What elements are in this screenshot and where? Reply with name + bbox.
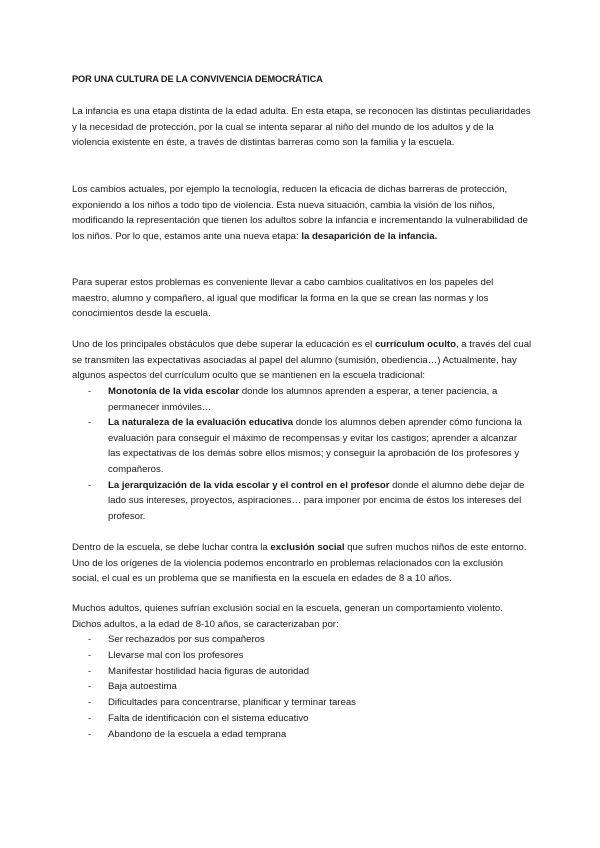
list-item-text: Abandono de la escuela a edad temprana [108, 728, 287, 740]
list-item-text: donde el alumno debe dejar de lado sus intereses, proyectos, aspiraciones… para imponer por encima de éstos los intereses del profesor. [108, 479, 525, 522]
paragraph-cambios [72, 182, 532, 244]
paragraph-curriculum-text-a: Uno de los principales obstáculos que debe superar la educación es el [72, 339, 375, 350]
dash-bullet: - [88, 665, 92, 677]
list-item-text: Ser rechazados por sus compañeros [108, 634, 265, 645]
list-item-bold: Monotonía de la vida escolar [108, 386, 240, 397]
list-item [88, 695, 528, 711]
paragraph-exclusion-text-a: Dentro de la escuela, se debe luchar contra la [72, 542, 271, 553]
dash-bullet: - [88, 697, 92, 709]
list-item-bold: La naturaleza de la evaluación educativa [108, 417, 294, 429]
hidden-curriculum-list [88, 384, 528, 524]
paragraph-curriculum-text-b: , a través del cual se transmiten las expectativas asociadas al papel del alumno (sumisión, obediencia…) Actualmente, hay algunos aspectos del currículum oculto que se mantienen en la escuela tradicional: [72, 339, 532, 382]
list-item [88, 727, 528, 743]
dash-bullet: - [88, 712, 92, 724]
document-title: POR UNA CULTURA DE LA CONVIVENCIA DEMOCRÁTICA [72, 74, 323, 84]
paragraph-superar: Para superar estos problemas es conveniente llevar a cabo cambios cualitativos en los papeles del maestro, alumno y compañero, al igual que modificar la forma en la que se crean las normas y los conocimientos desde la escuela. [72, 277, 494, 320]
paragraph-infancia: La infancia es una etapa distinta de la edad adulta. En esta etapa, se reconocen las distintas peculiaridades y la necesidad de protección, por la cual se intenta separar al niño del mundo de los adultos y de la violencia existente en éste, a través de distintas barreras como son la familia y la escuela. [72, 106, 531, 149]
list-item [88, 679, 528, 695]
characteristics-list [88, 632, 528, 743]
dash-bullet: - [88, 649, 92, 661]
dash-bullet: - [88, 386, 92, 397]
list-item [88, 711, 528, 727]
paragraph-curriculum-bold: currículum oculto [374, 339, 456, 350]
dash-bullet: - [88, 417, 92, 429]
paragraph-cambios-text: Los cambios actuales, por ejemplo la tecnología, reducen la eficacia de dichas barreras de protección, exponiendo a los niños a todo tipo de violencia. Esta nueva situación, cambia la visión de los niños, modificando la representación que tienen los adultos sobre la infancia e incrementando la vulnerabilidad de los niños. Por lo que, estamos ante una nueva etapa: [72, 184, 528, 242]
dash-bullet: - [88, 479, 92, 491]
list-item [88, 478, 528, 525]
list-item-text: Baja autoestima [108, 681, 177, 693]
list-item [88, 415, 528, 477]
paragraph-curriculum [72, 337, 532, 384]
paragraph-exclusion-text-b: que sufren muchos niños de este entorno. Uno de los orígenes de la violencia podemos encontrarlo en problemas relacionados con la exclusión social, el cual es un problema que se manifiesta en la escuela en edades de 8 a 10 años. [72, 542, 527, 585]
list-item-text: donde los alumnos aprenden a esperar, a tener paciencia, a permanecer inmóviles… [108, 386, 498, 413]
list-item-text: Manifestar hostilidad hacia figuras de autoridad [108, 665, 310, 677]
list-item-text: Falta de identificación con el sistema educativo [108, 712, 309, 724]
paragraph-exclusion [72, 540, 532, 587]
dash-bullet: - [88, 681, 92, 693]
list-item [88, 648, 528, 664]
paragraph-cambios-bold: la desaparición de la infancia. [301, 230, 438, 242]
list-item-text: donde los alumnos deben aprender cómo funciona la evaluación para conseguir el máximo de recompensas y evitar los castigos; aprender a alcanzar las expectativas de los demás sobre ellos mismos; y conseguir la aprobación de los profesores y compañeros. [108, 417, 522, 475]
list-item-text: Dificultades para concentrarse, planificar y terminar tareas [108, 697, 356, 709]
list-item-text: Llevarse mal con los profesores [108, 649, 244, 661]
paragraph-exclusion-bold: exclusión social [270, 542, 345, 553]
list-item [88, 632, 528, 648]
list-item-bold: La jerarquización de la vida escolar y el control en el profesor [108, 479, 390, 491]
dash-bullet: - [88, 634, 92, 645]
list-item [88, 384, 528, 415]
list-item [88, 664, 528, 680]
dash-bullet: - [88, 728, 92, 740]
paragraph-adultos: Muchos adultos, quienes sufrían exclusión social en la escuela, generan un comportamiento violento. Dichos adultos, a la edad de 8-10 años, se caracterizaban por: [72, 603, 503, 630]
